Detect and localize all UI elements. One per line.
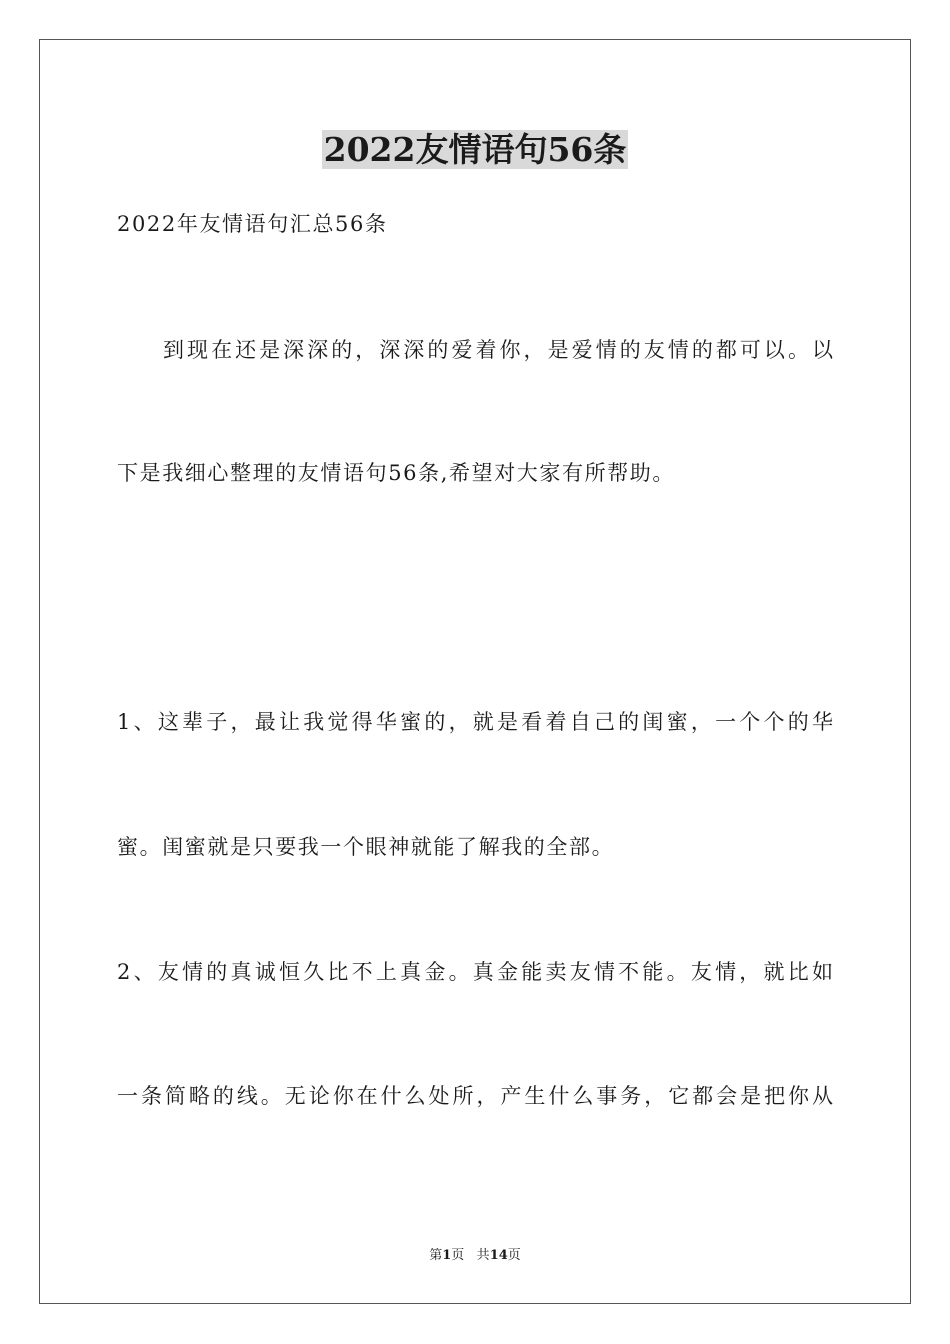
intro-line-1: 到现在还是深深的，深深的爱着你，是爱情的友情的都可以。以: [163, 338, 833, 362]
item-2-line-2: 一条简略的线。无论你在什么处所，产生什么事务，它都会是把你从: [117, 1084, 833, 1108]
footer-total-prefix: 共: [476, 1248, 490, 1263]
document-subtitle: 2022年友情语句汇总56条: [117, 212, 388, 236]
footer-total-unit: 页: [507, 1248, 521, 1263]
item-2-line-1: 2、友情的真诚恒久比不上真金。真金能卖友情不能。友情，就比如: [117, 960, 833, 984]
document-title: [0, 128, 950, 172]
document-title-text: 2022友情语句56条: [323, 130, 627, 169]
page-footer: [0, 1247, 950, 1265]
footer-page-unit: 页: [451, 1248, 465, 1263]
footer-current-page: 1: [442, 1248, 452, 1263]
footer-prefix: 第: [429, 1248, 443, 1263]
intro-line-2: 下是我细心整理的友情语句56条,希望对大家有所帮助。: [117, 461, 675, 485]
item-1-line-1: 1、这辈子，最让我觉得华蜜的，就是看着自己的闺蜜，一个个的华: [117, 710, 833, 734]
footer-total-pages: 14: [489, 1248, 508, 1263]
item-1-line-2: 蜜。闺蜜就是只要我一个眼神就能了解我的全部。: [117, 835, 615, 859]
